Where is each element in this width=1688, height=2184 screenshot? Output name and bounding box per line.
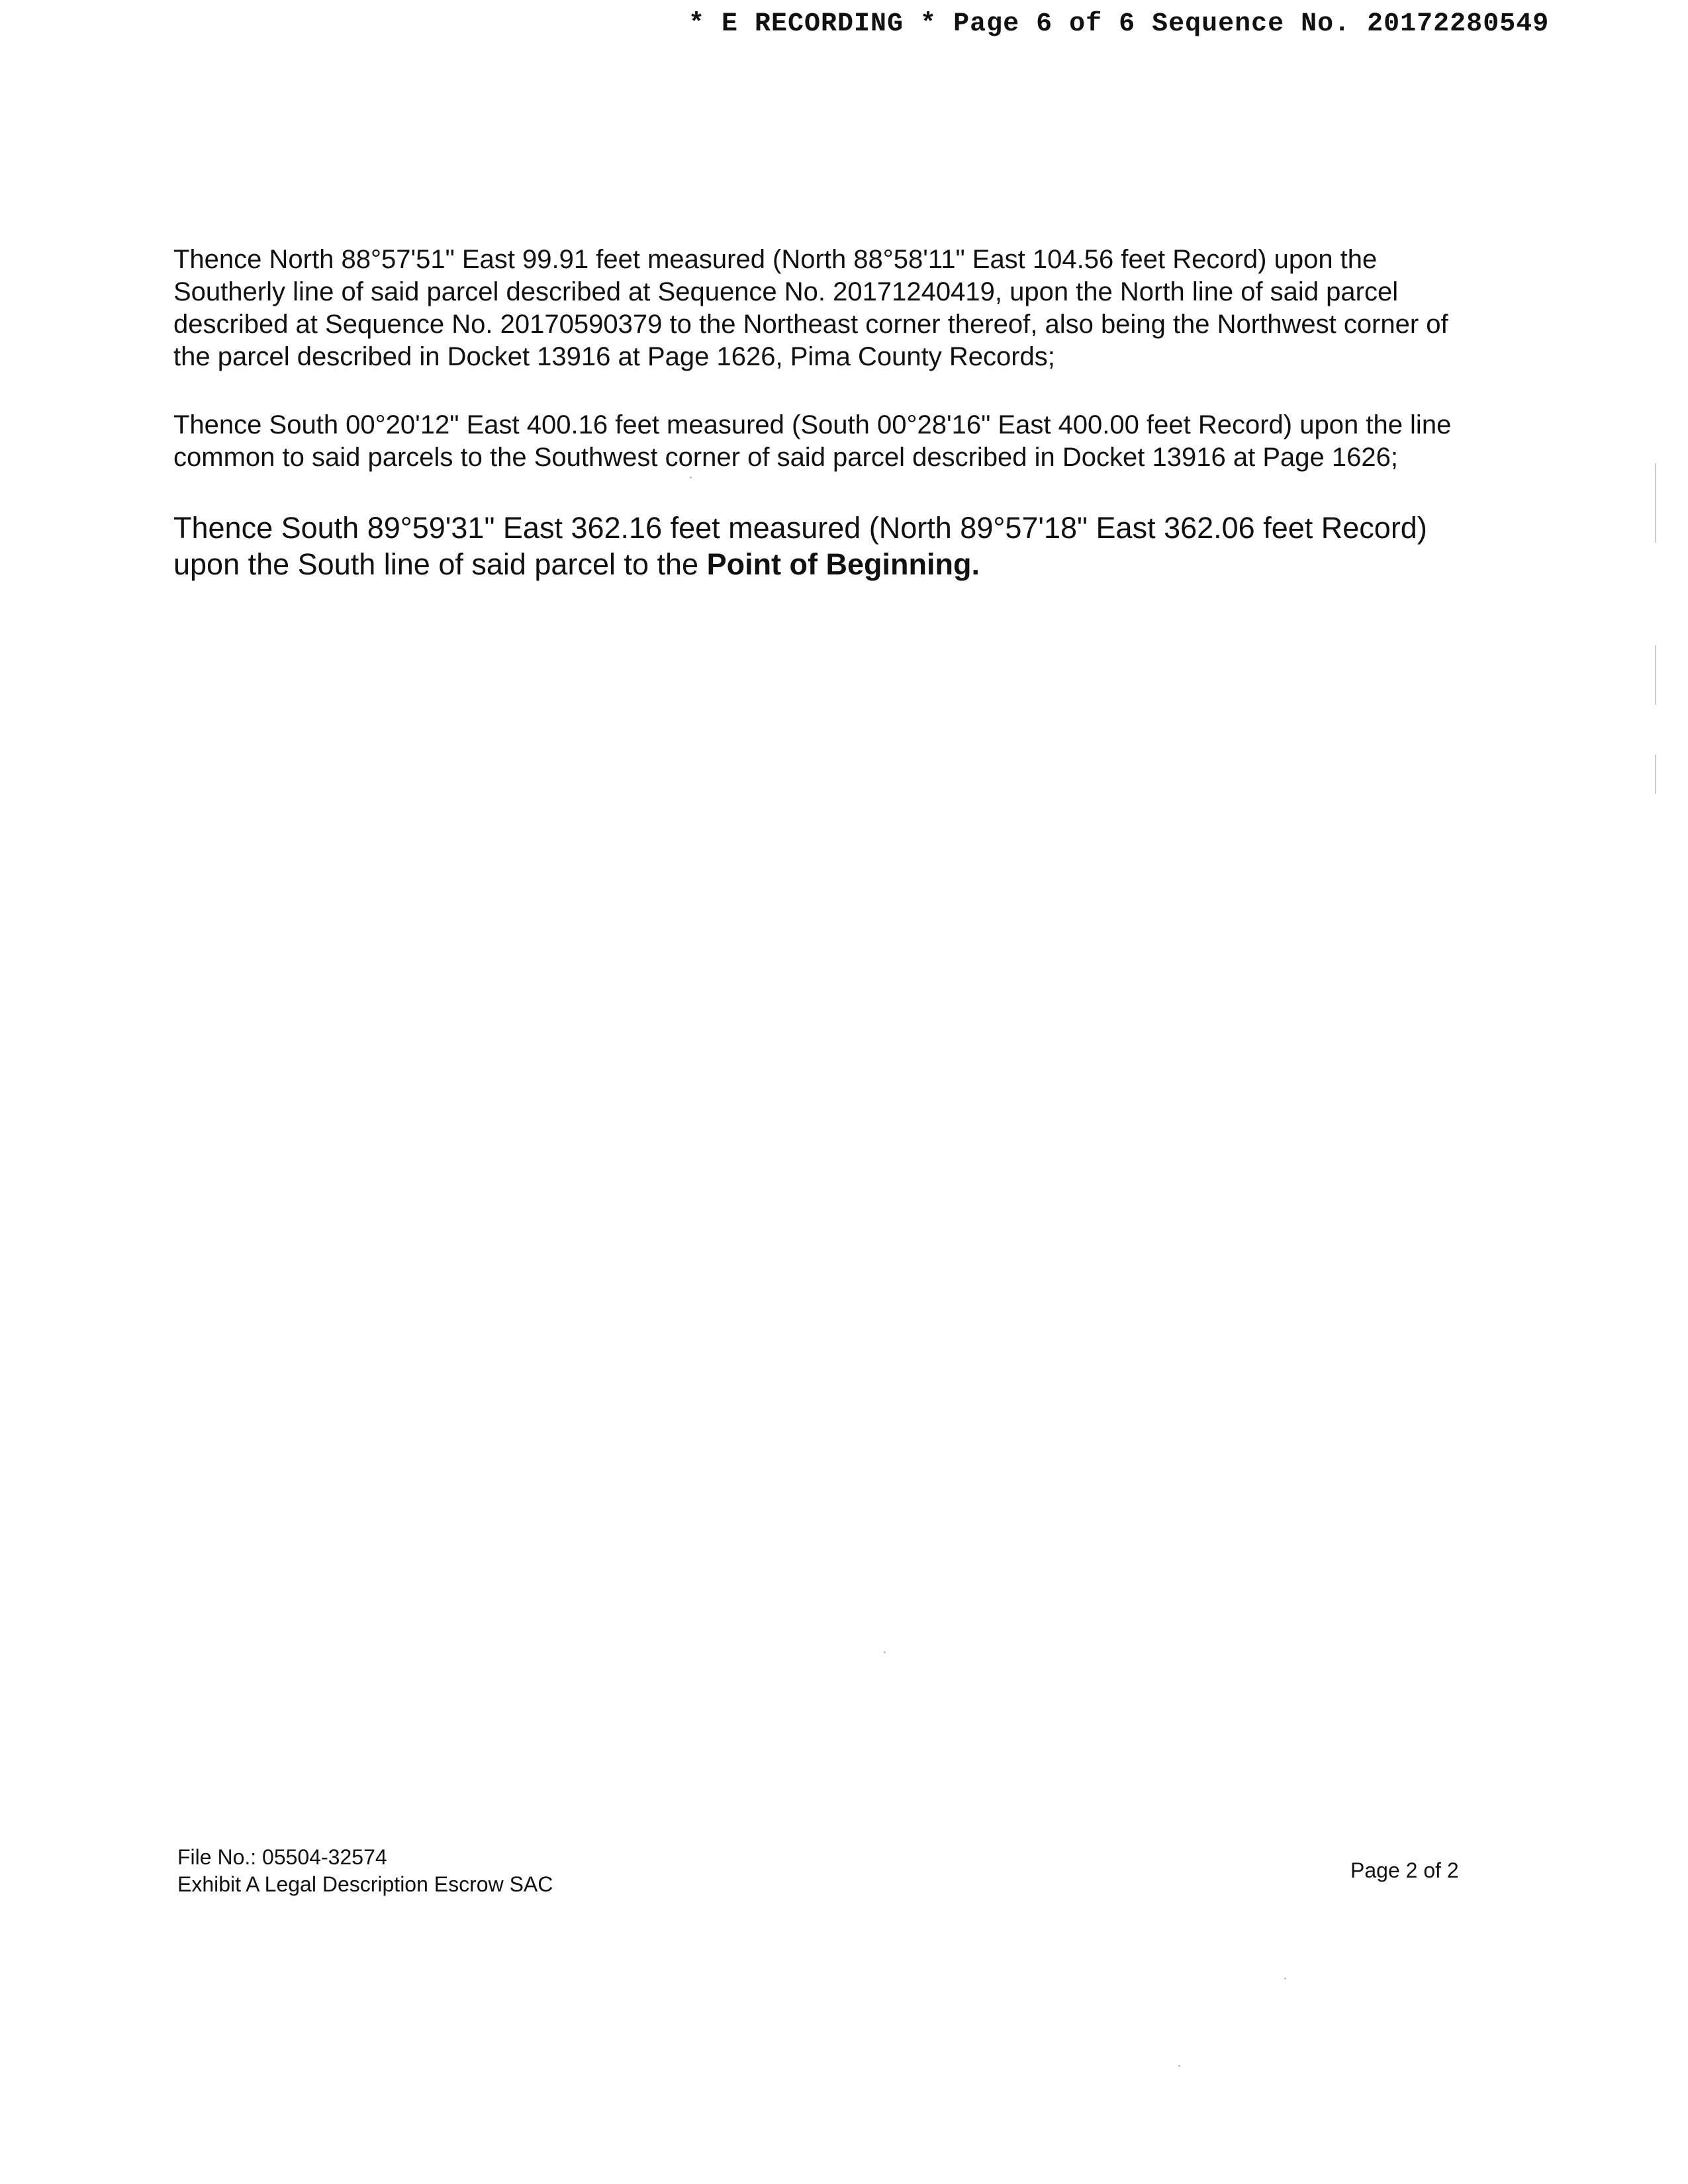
exhibit-title: Exhibit A Legal Description Escrow SAC: [177, 1872, 553, 1896]
scan-edge-mark: [1655, 754, 1656, 794]
scan-speck: [1178, 2065, 1180, 2067]
file-number: File No.: 05504-32574: [177, 1845, 387, 1869]
legal-description-body: [173, 244, 1471, 582]
recording-stamp: * E RECORDING * Page 6 of 6 Sequence No. 20172280549: [688, 9, 1550, 39]
footer-file-info: [177, 1844, 553, 1898]
scan-edge-mark: [1655, 645, 1656, 705]
scan-edge-mark: [1655, 463, 1656, 543]
paragraph-closing-course: [173, 510, 1471, 582]
page-number: Page 2 of 2: [1350, 1858, 1459, 1882]
scan-speck: [884, 1651, 886, 1653]
point-of-beginning: Point of Beginning.: [706, 547, 980, 581]
scan-speck: [1284, 1978, 1286, 1979]
scan-speck: [690, 477, 692, 478]
paragraph-north-course: Thence North 88°57'51" East 99.91 feet measured (North 88°58'11" East 104.56 feet Record) upon the Southerly line of said parcel described at Sequence No. 20171240419, upon the North line of said parcel described at Sequence No. 20170590379 to the Northeast corner thereof, also being the Northwest corner of the parcel described in Docket 13916 at Page 1626, Pima County Records;: [173, 245, 1448, 371]
paragraph-south-course: Thence South 00°20'12" East 400.16 feet measured (South 00°28'16" East 400.00 feet Record) upon the line common to said parcels to the Southwest corner of said parcel described in Docket 13916 at Page 1626;: [173, 410, 1452, 472]
closing-course-text: Thence South 89°59'31" East 362.16 feet measured (North 89°57'18" East 362.06 feet Record) upon the South line of said parcel to the: [173, 511, 1427, 581]
